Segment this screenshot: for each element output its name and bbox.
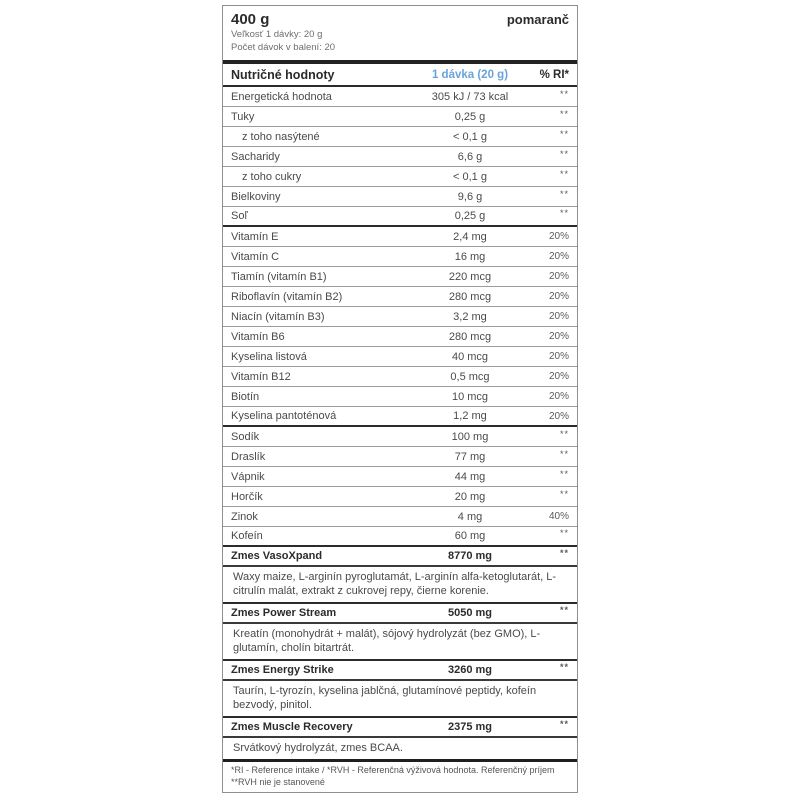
nutrient-amount: < 0,1 g	[453, 130, 487, 143]
blend-header-row	[223, 718, 577, 738]
blend-section	[223, 661, 577, 718]
blend-amount: 3260 mg	[447, 664, 493, 676]
nutrient-ri-value: 20%	[548, 311, 569, 322]
nutrition-label	[222, 5, 578, 793]
nutrient-amount: 16 mg	[454, 250, 486, 263]
nutrient-ri-value: **	[559, 528, 569, 538]
nutrient-ri-value: 20%	[548, 331, 569, 342]
footnote-line-2: **RVH nie je stanovené	[231, 776, 325, 787]
nutrient-name: Vitamín B12	[231, 370, 291, 383]
nutrient-name: Vápnik	[231, 470, 265, 483]
blend-ri-value: **	[559, 719, 569, 729]
nutrient-name: Kyselina listová	[231, 350, 307, 363]
nutrient-ri-value: 20%	[548, 271, 569, 282]
nutrient-name: Soľ	[231, 210, 248, 222]
nutrient-name: Sodík	[231, 430, 260, 443]
nutrient-name: Vitamín E	[231, 230, 279, 243]
nutrient-ri-value: **	[559, 168, 569, 179]
nutrient-ri-value: **	[559, 108, 569, 119]
nutrient-ri-value: **	[559, 188, 569, 199]
servings-per-pack-text: Počet dávok v balení: 20	[231, 42, 336, 53]
nutrient-row	[223, 427, 577, 447]
footnote-line-1: *RI - Reference intake / *RVH - Referenčná výživová hodnota. Referenčný príjem	[231, 765, 555, 775]
nutrient-amount: 305 kJ / 73 kcal	[431, 90, 509, 103]
nutrient-row	[223, 487, 577, 507]
nutrient-amount: 4 mg	[457, 510, 483, 523]
flavor-name: pomaranč	[506, 12, 569, 27]
nutrient-ri-value: **	[559, 488, 569, 499]
nutrient-amount: 3,2 mg	[453, 310, 487, 323]
blend-name: Zmes Muscle Recovery	[231, 721, 353, 733]
blend-section	[223, 718, 577, 759]
nutrient-row	[223, 227, 577, 247]
nutrient-name: Vitamín C	[231, 250, 280, 263]
nutrient-name: Vitamín B6	[231, 330, 285, 343]
nutrient-row	[223, 507, 577, 527]
nutrient-amount: 20 mg	[454, 490, 486, 503]
nutrient-row	[223, 387, 577, 407]
nutrient-name: Riboflavín (vitamín B2)	[231, 290, 343, 303]
nutrient-row	[223, 367, 577, 387]
nutrient-ri-value: **	[559, 208, 569, 218]
nutrient-amount: 1,2 mg	[453, 410, 487, 422]
blend-amount: 5050 mg	[447, 607, 493, 619]
nutrient-amount: 220 mcg	[448, 270, 492, 283]
nutrient-rows	[223, 87, 577, 547]
nutrient-row	[223, 107, 577, 127]
nutrient-ri-value: **	[559, 448, 569, 459]
nutrient-row	[223, 147, 577, 167]
nutrient-amount: 100 mg	[451, 430, 489, 443]
nutrient-ri-value: **	[559, 148, 569, 159]
nutrient-row	[223, 307, 577, 327]
blend-name: Zmes Energy Strike	[231, 664, 334, 676]
nutrient-row	[223, 207, 577, 227]
footnotes	[223, 759, 577, 792]
table-header-row	[223, 64, 577, 87]
nutrient-amount: 0,5 mcg	[450, 370, 490, 383]
nutrient-amount: 2,4 mg	[453, 230, 487, 243]
nutrient-amount: 280 mcg	[448, 330, 492, 343]
nutrient-row	[223, 87, 577, 107]
blend-ri-value: **	[559, 662, 569, 672]
nutrient-name: Bielkoviny	[231, 190, 281, 203]
blend-ingredients: Taurín, L-tyrozín, kyselina jablčná, glutamínové peptidy, kofeín bezvodý, pinitol.	[223, 681, 577, 718]
nutrient-row	[223, 527, 577, 547]
nutrient-ri-value: **	[559, 428, 569, 439]
blend-name: Zmes Power Stream	[231, 607, 337, 619]
nutrient-name: z toho cukry	[242, 170, 302, 183]
nutrient-row	[223, 167, 577, 187]
nutrient-ri-value: 20%	[548, 410, 569, 422]
nutrient-ri-value: 20%	[548, 291, 569, 302]
nutrient-row	[223, 347, 577, 367]
nutrient-amount: 9,6 g	[457, 190, 483, 203]
nutrient-row	[223, 467, 577, 487]
blend-section	[223, 547, 577, 604]
nutrient-row	[223, 287, 577, 307]
nutrient-name: Biotín	[231, 390, 260, 403]
nutrient-row	[223, 447, 577, 467]
nutrient-name: Draslík	[231, 450, 266, 463]
blend-section	[223, 604, 577, 661]
nutrient-name: z toho nasýtené	[242, 130, 320, 143]
nutrient-name: Tiamín (vitamín B1)	[231, 270, 327, 283]
brand-row	[231, 11, 569, 28]
blend-sections	[223, 547, 577, 759]
nutrient-amount: 77 mg	[454, 450, 486, 463]
column-ri-header: % RI*	[539, 68, 569, 81]
blend-name: Zmes VasoXpand	[231, 550, 323, 562]
nutrient-amount: 10 mcg	[451, 390, 489, 403]
nutrient-name: Energetická hodnota	[231, 90, 332, 103]
nutrient-ri-value: 20%	[548, 251, 569, 262]
nutrient-amount: 6,6 g	[457, 150, 483, 163]
column-nutrient-header: Nutričné hodnoty	[231, 67, 335, 82]
nutrient-ri-value: **	[559, 88, 569, 99]
nutrient-ri-value: 40%	[548, 511, 569, 522]
nutrient-row	[223, 407, 577, 427]
nutrient-amount: 0,25 g	[454, 110, 486, 123]
blend-ingredients: Kreatín (monohydrát + malát), sójový hydrolyzát (bez GMO), L-glutamín, cholín bitartrát.	[223, 624, 577, 661]
nutrient-name: Zinok	[231, 510, 258, 523]
nutrient-row	[223, 187, 577, 207]
package-weight: 400 g	[231, 11, 270, 28]
nutrient-amount: 60 mg	[454, 530, 486, 542]
nutrient-ri-value: **	[559, 128, 569, 139]
blend-ri-value: **	[559, 548, 569, 558]
nutrient-ri-value: 20%	[548, 351, 569, 362]
nutrient-amount: 0,25 g	[454, 210, 486, 222]
nutrient-row	[223, 267, 577, 287]
blend-header-row	[223, 604, 577, 624]
label-title-block	[223, 6, 577, 57]
nutrient-amount: 40 mcg	[451, 350, 489, 363]
nutrient-name: Sacharidy	[231, 150, 280, 163]
nutrient-row	[223, 127, 577, 147]
blend-ri-value: **	[559, 605, 569, 615]
nutrient-name: Horčík	[231, 490, 263, 503]
nutrient-amount: 44 mg	[454, 470, 486, 483]
nutrient-amount: 280 mcg	[448, 290, 492, 303]
blend-header-row	[223, 661, 577, 681]
nutrient-ri-value: 20%	[548, 371, 569, 382]
blend-ingredients: Waxy maize, L-arginín pyroglutamát, L-arginín alfa-ketoglutarát, L-citrulín malát, extrakt z cukrovej repy, čierne korenie.	[223, 567, 577, 604]
nutrient-ri-value: 20%	[548, 231, 569, 242]
nutrient-ri-value: **	[559, 468, 569, 479]
nutrient-name: Tuky	[231, 110, 255, 123]
blend-ingredients: Srvátkový hydrolyzát, zmes BCAA.	[233, 742, 403, 754]
nutrient-name: Niacín (vitamín B3)	[231, 310, 325, 323]
blend-amount: 2375 mg	[447, 721, 493, 733]
nutrient-row	[223, 247, 577, 267]
nutrient-ri-value: 20%	[548, 391, 569, 402]
nutrient-name: Kofeín	[231, 530, 263, 542]
blend-header-row	[223, 547, 577, 567]
blend-amount: 8770 mg	[447, 550, 493, 562]
nutrient-amount: < 0,1 g	[453, 170, 487, 183]
nutrient-row	[223, 327, 577, 347]
column-serving-header: 1 dávka (20 g)	[431, 68, 509, 81]
serving-size-text: Veľkosť 1 dávky: 20 g	[231, 29, 323, 40]
nutrient-name: Kyselina pantoténová	[231, 410, 337, 422]
